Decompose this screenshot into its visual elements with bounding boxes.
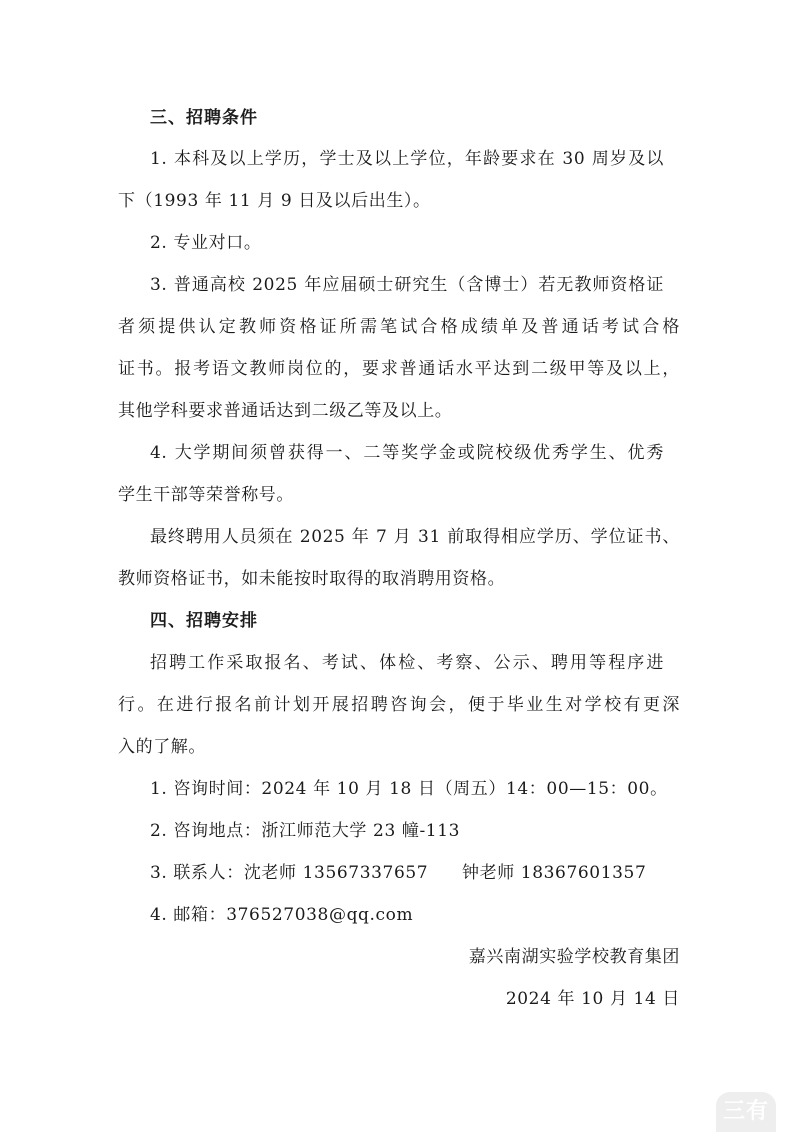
section-4-heading: 四、招聘安排	[150, 611, 258, 631]
signature-organization: 嘉兴南湖实验学校教育集团	[468, 947, 680, 967]
section-4-intro-line-1: 招聘工作采取报名、考试、体检、考察、公示、聘用等程序进	[150, 653, 664, 673]
section-3-item-3-line-1: 3. 普通高校 2025 年应届硕士研究生（含博士）若无教师资格证	[150, 275, 664, 295]
watermark-logo: 三有	[716, 1092, 776, 1132]
section-3-final-note-line-2: 教师资格证书，如未能按时取得的取消聘用资格。	[118, 569, 506, 589]
section-3-item-3-line-3: 证书。报考语文教师岗位的，要求普通话水平达到二级甲等及以上，	[118, 359, 680, 379]
section-4-intro-line-3: 入的了解。	[118, 737, 206, 757]
section-3-final-note-line-1: 最终聘用人员须在 2025 年 7 月 31 前取得相应学历、学位证书、	[150, 527, 680, 547]
signature-date: 2024 年 10 月 14 日	[505, 989, 680, 1009]
section-4-contact-1: 3. 联系人：沈老师 13567337657	[150, 863, 429, 883]
section-3-item-3-line-2: 者须提供认定教师资格证所需笔试合格成绩单及普通话考试合格	[118, 317, 680, 337]
section-4-consult-location: 2. 咨询地点：浙江师范大学 23 幢-113	[150, 821, 461, 841]
section-4-intro-line-2: 行。在进行报名前计划开展招聘咨询会，便于毕业生对学校有更深	[118, 695, 680, 715]
section-3-heading: 三、招聘条件	[150, 108, 258, 128]
section-4-email: 4. 邮箱：376527038@qq.com	[150, 905, 414, 925]
section-3-item-4-line-2: 学生干部等荣誉称号。	[118, 485, 294, 505]
section-3-item-1-line-2: 下（1993 年 11 月 9 日及以后出生）。	[118, 191, 431, 211]
section-3-item-3-line-4: 其他学科要求普通话达到二级乙等及以上。	[118, 401, 453, 421]
section-3-item-1-line-1: 1. 本科及以上学历，学士及以上学位，年龄要求在 30 周岁及以	[150, 149, 664, 169]
section-4-contact-2: 钟老师 18367601357	[462, 863, 647, 883]
section-3-item-4-line-1: 4. 大学期间须曾获得一、二等奖学金或院校级优秀学生、优秀	[150, 443, 664, 463]
section-4-consult-time: 1. 咨询时间：2024 年 10 月 18 日（周五）14：00—15：00。	[150, 779, 668, 799]
section-3-item-2: 2. 专业对口。	[150, 233, 262, 253]
